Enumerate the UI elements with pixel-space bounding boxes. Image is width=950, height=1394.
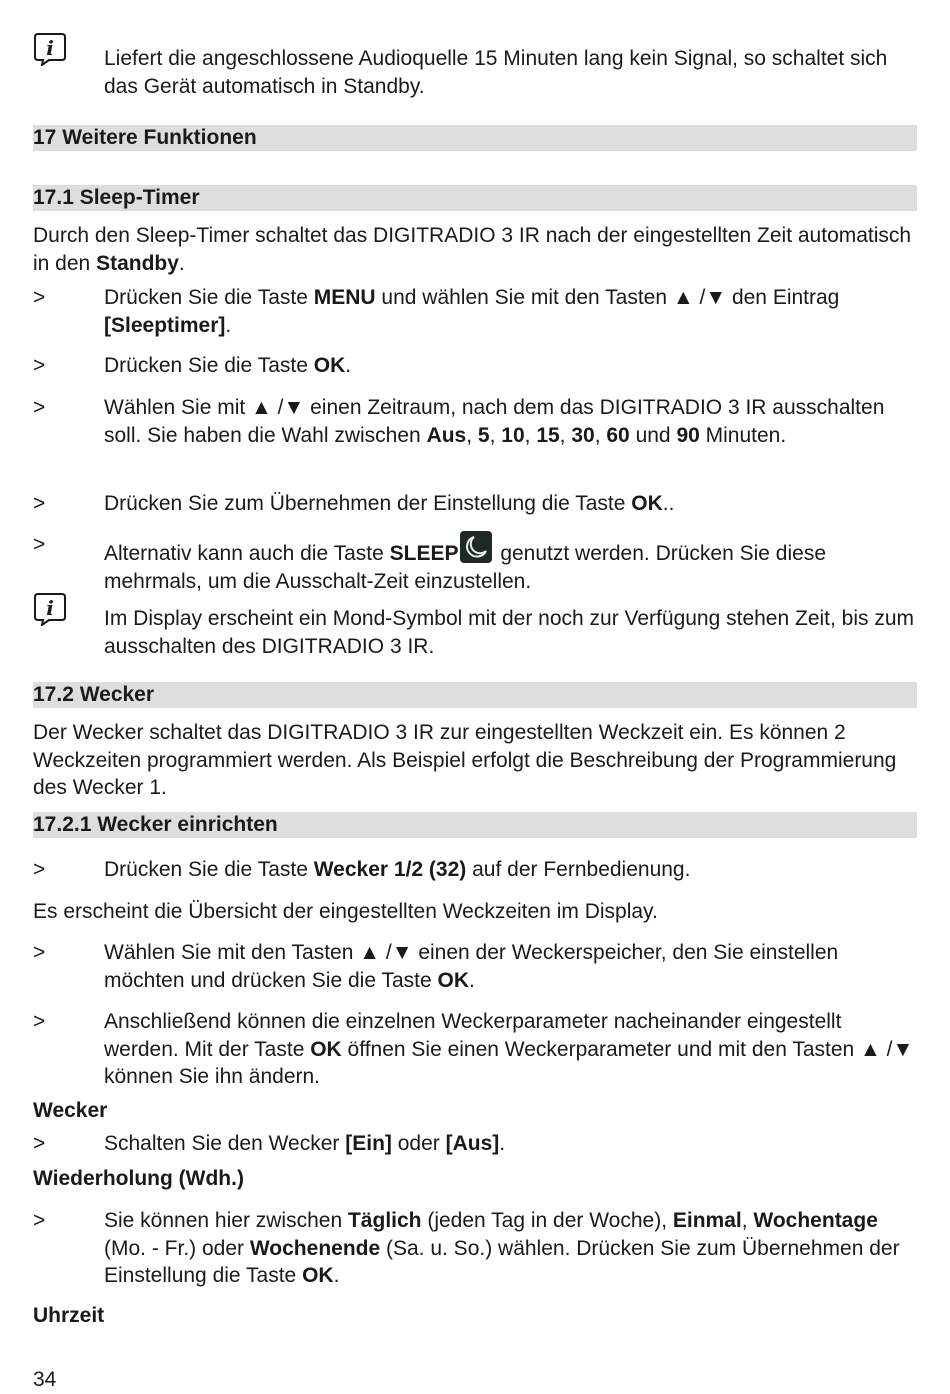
- step-marker: >: [33, 354, 46, 377]
- moon-icon: [460, 531, 492, 563]
- sleep-step-2: > Drücken Sie die Taste OK.: [33, 352, 917, 380]
- standby-note: Liefert die angeschlossene Audioquelle 15 Minuten lang kein Signal, so schaltet sich das Gerät automatisch in Standby.: [104, 47, 888, 98]
- step-marker: >: [33, 858, 46, 881]
- step-marker: >: [33, 1010, 46, 1033]
- svg-text:i: i: [46, 596, 54, 620]
- subheading-wecker: Wecker: [33, 1099, 108, 1122]
- step-marker: >: [33, 533, 46, 556]
- wecker-intro: Der Wecker schaltet das DIGITRADIO 3 IR zur eingestellten Weckzeit ein. Es können 2 Weckzeiten programmiert werden. Als Beispiel erfolgt die Beschreibung der Programmierung des Wecker 1.: [33, 721, 897, 799]
- moon-note: Im Display erscheint ein Mond-Symbol mit der noch zur Verfügung stehen Zeit, bis zum ausschalten des DIGITRADIO 3 IR.: [104, 607, 915, 658]
- step-marker: >: [33, 396, 46, 419]
- sleep-step-1: > Drücken Sie die Taste MENU und wählen Sie mit den Tasten ▲ /▼ den Eintrag [Sleeptimer].: [33, 286, 840, 337]
- wecker-step-2: > Wählen Sie mit den Tasten ▲ /▼ einen der Weckerspeicher, den Sie einstellen möchten und drücken Sie die Taste OK.: [33, 941, 839, 992]
- section-heading-17-2-1: 17.2.1 Wecker einrichten: [33, 812, 917, 838]
- wecker-overview: Es erscheint die Übersicht der eingestellten Weckzeiten im Display.: [33, 900, 658, 923]
- sleep-intro: Durch den Sleep-Timer schaltet das DIGITRADIO 3 IR nach der eingestellten Zeit automatisch in den Standby.: [33, 224, 912, 275]
- page-number: 34: [33, 1368, 57, 1391]
- wecker-step-5: > Sie können hier zwischen Täglich (jeden Tag in der Woche), Einmal, Wochentage (Mo. - Fr.) oder Wochenende (Sa. u. So.) wählen. Drücken Sie zum Übernehmen der Einstellung die Taste OK.: [33, 1209, 900, 1287]
- sleep-step-3: > Wählen Sie mit ▲ /▼ einen Zeitraum, nach dem das DIGITRADIO 3 IR ausschalten soll. Sie haben die Wahl zwischen Aus, 5, 10, 15, 30, 60 und 90 Minuten.: [33, 396, 885, 447]
- step-marker: >: [33, 1209, 46, 1232]
- step-marker: >: [33, 941, 46, 964]
- section-heading-17-1: 17.1 Sleep-Timer: [33, 185, 917, 211]
- wecker-step-4: > Schalten Sie den Wecker [Ein] oder [Aus].: [33, 1130, 917, 1158]
- wecker-step-3: > Anschließend können die einzelnen Weckerparameter nacheinander eingestellt werden. Mit der Taste OK öffnen Sie einen Weckerparameter und mit den Tasten ▲ /▼ können Sie ihn ändern.: [33, 1010, 914, 1088]
- step-marker: >: [33, 1132, 46, 1155]
- sleep-step-5: > Alternativ kann auch die Taste SLEEP genutzt werden. Drücken Sie diese mehrmals, um die Ausschalt-Zeit einzustellen.: [33, 533, 827, 593]
- svg-text:i: i: [46, 36, 54, 60]
- subheading-uhrzeit: Uhrzeit: [33, 1304, 105, 1327]
- section-heading-17: 17 Weitere Funktionen: [33, 125, 917, 151]
- wecker-step-1: > Drücken Sie die Taste Wecker 1/2 (32) auf der Fernbedienung.: [33, 856, 917, 884]
- step-marker: >: [33, 286, 46, 309]
- step-marker: >: [33, 492, 46, 515]
- subheading-wiederholung: Wiederholung (Wdh.): [33, 1167, 244, 1190]
- info-icon: [33, 32, 67, 66]
- sleep-step-4: > Drücken Sie zum Übernehmen der Einstellung die Taste OK..: [33, 490, 917, 518]
- section-heading-17-2: 17.2 Wecker: [33, 682, 917, 708]
- info-icon: [33, 592, 67, 626]
